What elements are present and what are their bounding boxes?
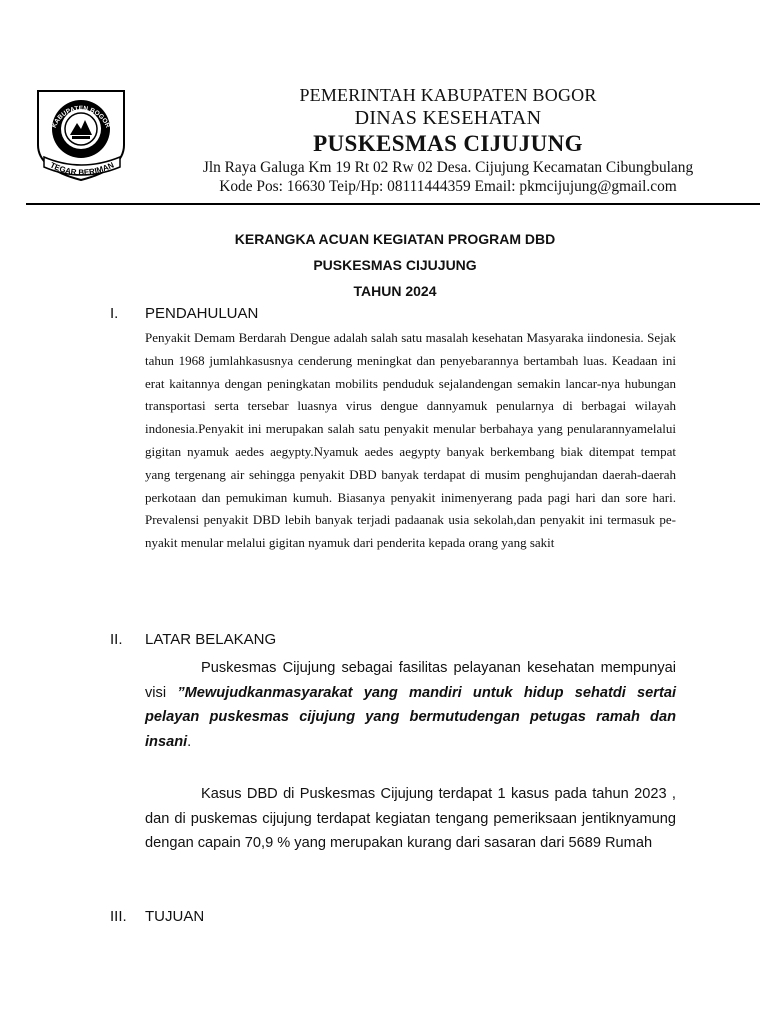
doc-title-line2: PUSKESMAS CIJUJUNG (313, 257, 477, 273)
section-label: PENDAHULUAN (145, 305, 259, 322)
section-number: III. (110, 908, 127, 925)
letterhead (138, 84, 758, 196)
kop-puskesmas: PUSKESMAS CIJUJUNG (313, 131, 583, 156)
kop-dinas: DINAS KESEHATAN (354, 107, 542, 129)
kop-contact: Kode Pos: 16630 Teip/Hp: 08111444359 Email: pkmcijujung@gmail.com (219, 178, 677, 195)
logo-ribbon-text: TEGAR BERIMAN (48, 160, 116, 178)
visi-end: . (187, 733, 192, 750)
letterhead-divider (26, 203, 760, 205)
doc-title-line1: KERANGKA ACUAN KEGIATAN PROGRAM DBD (234, 231, 556, 247)
latar-belakang-paragraph-1 (145, 656, 676, 754)
section-label: TUJUAN (145, 908, 205, 925)
logo-arc-text: KABUPATEN BOGOR (50, 105, 112, 130)
kop-pemerintah: PEMERINTAH KABUPATEN BOGOR (299, 85, 597, 105)
visi-statement: ”Mewujudkanmasyarakat yang mandiri untuk hidup sehatdi sertai pelayan puskesmas cijujung yang bermutudengan petugas ramah dan insani (145, 684, 676, 750)
section-number: I. (110, 305, 119, 322)
section-label: LATAR BELAKANG (145, 631, 277, 648)
pendahuluan-paragraph: Penyakit Demam Berdarah Dengue adalah salah satu masalah kesehatan Masyaraka iindonesia. Sejak tahun 1968 jumlahkasusnya cenderung meningkat dan penyebarannya bertambah luas. Keadaan ini erat kaitannya dengan peningkatan mobilits penduduk sejalandengan semakin lancar-nya hubungan transportasi serta tersebar luasnya virus dengue dannyamuk penularnya di berbagai wilayah indonesia.Penyakit ini merupakan salah satu penyakit menular berbahaya yang penularannyamelalui gigitan nyamuk aedes aegypty.Nyamuk aedes aegypty banyak berkembang biak ditempat tempat yang tergenang air sehingga penyakit DBD banyak terdapat di musim penghujandan daerah-daerah perkotaan dan pemukiman kumuh. Biasanya penyakit inimenyerang pada pagi hari dan sore hari. Prevalensi penyakit DBD lebih banyak terjadi padaanak usia sekolah,dan penyakit ini termasuk pe-nyakit menular melalui gigitan nyamuk dari penderita kepada orang yang sakit (145, 330, 676, 551)
kabupaten-bogor-logo (34, 87, 128, 183)
doc-title-line3: TAHUN 2024 (353, 283, 437, 299)
latar-belakang-paragraph-2 (145, 782, 676, 856)
visi-lead: Puskesmas Cijujung sebagai fasilitas pelayanan kesehatan mempunyai visi (145, 660, 676, 701)
kasus-dbd-text: Kasus DBD di Puskesmas Cijujung terdapat 1 kasus pada tahun 2023 , dan di puskemas cijujung terdapat kegiatan tengang pemeriksaan jentiknyamung dengan capain 70,9 % yang merupakan kurang dari sasaran dari 5689 Rumah (145, 786, 676, 852)
kop-address: Jln Raya Galuga Km 19 Rt 02 Rw 02 Desa. Cijujung Kecamatan Cibungbulang (202, 159, 694, 176)
section-number: II. (110, 631, 123, 648)
